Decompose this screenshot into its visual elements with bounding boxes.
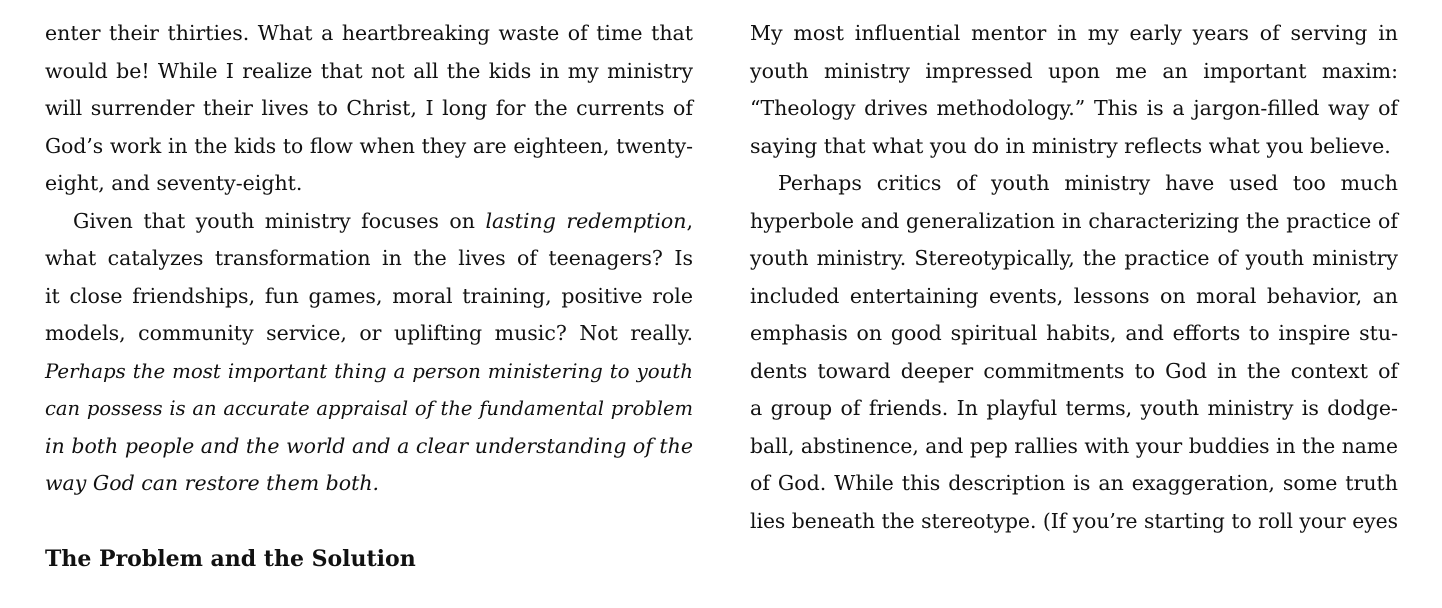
text-line: lies beneath the stereotype. (If you’re starting to roll your eyes xyxy=(750,508,1398,533)
text-line: would be! While I realize that not all the kids in my ministry xyxy=(45,58,693,83)
emphasis-line: can possess is an accurate appraisal of the fundamental problem xyxy=(45,397,693,420)
text-line: enter their thirties. What a heartbreaking waste of time that xyxy=(45,21,693,45)
text-line xyxy=(45,203,693,241)
text-segment: , xyxy=(686,208,693,233)
emphasis-line: Perhaps the most important thing a person ministering to youth xyxy=(45,359,693,383)
paragraph-intro xyxy=(45,15,693,203)
right-column xyxy=(750,15,1398,540)
paragraph-given-that xyxy=(45,203,693,503)
text-line: models, community service, or uplifting music? Not really. xyxy=(45,321,693,345)
text-line: God’s work in the kids to flow when they are eighteen, twenty- xyxy=(45,133,693,158)
text-line: ball, abstinence, and pep rallies with your buddies in the name xyxy=(750,433,1398,458)
text-line: youth ministry impressed upon me an important maxim: xyxy=(750,58,1398,83)
text-line: emphasis on good spiritual habits, and efforts to inspire stu- xyxy=(750,321,1398,345)
text-line: what catalyzes transformation in the lives of teenagers? Is xyxy=(45,246,693,270)
text-line: dents toward deeper commitments to God in the context of xyxy=(750,358,1398,383)
text-line: it close friendships, fun games, moral training, positive role xyxy=(45,283,693,308)
emphasis-line: way God can restore them both. xyxy=(45,471,380,495)
section-heading: The Problem and the Solution xyxy=(45,546,416,572)
text-line: youth ministry. Stereotypically, the practice of youth ministry xyxy=(750,246,1398,270)
text-line: a group of friends. In playful terms, youth ministry is dodge- xyxy=(750,396,1398,420)
text-segment: Given that youth ministry focuses on xyxy=(73,208,486,233)
text-line: of God. While this description is an exaggeration, some truth xyxy=(750,471,1398,495)
emphasis-text: lasting redemption xyxy=(485,208,687,233)
text-line: Perhaps critics of youth ministry have used too much xyxy=(778,171,1398,195)
text-line: My most influential mentor in my early years of serving in xyxy=(750,21,1398,45)
text-line: “Theology drives methodology.” This is a jargon-filled way of xyxy=(750,96,1398,120)
paragraph-critics xyxy=(750,165,1398,540)
text-line: will surrender their lives to Christ, I long for the currents of xyxy=(45,96,693,120)
text-line: saying that what you do in ministry reflects what you believe. xyxy=(750,133,1391,158)
text-line: hyperbole and generalization in characterizing the practice of xyxy=(750,208,1398,233)
left-column xyxy=(45,15,693,503)
text-line: included entertaining events, lessons on moral behavior, an xyxy=(750,283,1398,308)
emphasis-line: in both people and the world and a clear understanding of the xyxy=(45,433,693,458)
paragraph-mentor xyxy=(750,15,1398,165)
text-line: eight, and seventy-eight. xyxy=(45,171,303,195)
